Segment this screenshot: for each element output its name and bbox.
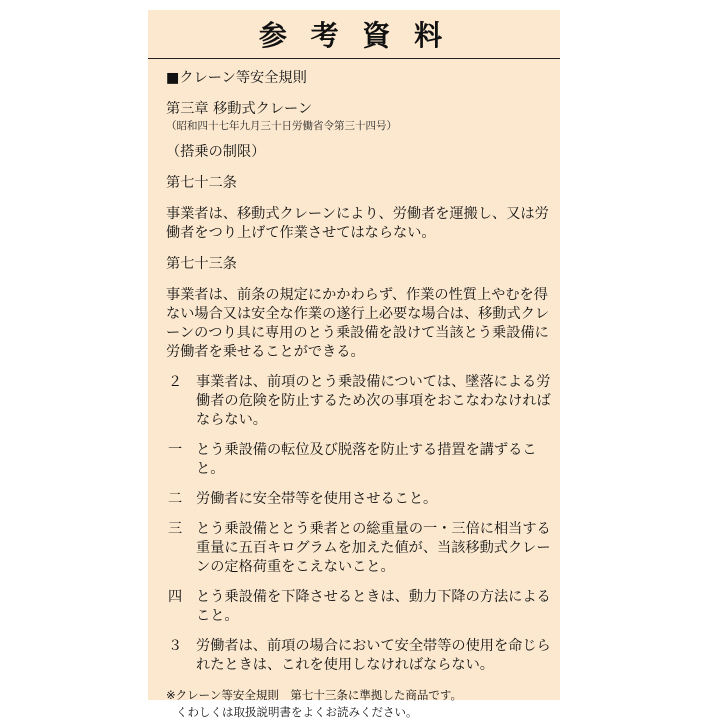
list-item [166,588,552,626]
item-text: 労働者は、前項の場合において安全帯等の使用を命じられたときは、これを使用しなければならない。 [196,638,551,673]
item-text: とう乗設備の転位及び脱落を防止する措置を講ずること。 [196,442,537,477]
item-text: 労働者に安全帯等を使用させること。 [196,491,438,507]
item-number: ３ [168,638,183,654]
chapter-title: 第三章 移動式クレーン [166,101,313,117]
item-text: 事業者は、前項のとう乗設備については、墜落による労働者の危険を防止するため次の事項をおこなわなければならない。 [196,374,551,428]
list-item [166,520,552,577]
item-number: ２ [168,374,183,390]
item-text: とう乗設備ととう乗者との総重量の一・三倍に相当する重量に五百キログラムを加えた値が、当該移動式クレーンの定格荷重をこえないこと。 [196,521,551,575]
item-number: 三 [168,521,183,537]
footnote-line-1: ※クレーン等安全規則 第七十三条に準拠した商品です。 [166,688,462,702]
list-item [166,373,552,430]
item-number: 二 [168,491,183,507]
article-72-text: 事業者は、移動式クレーンにより、労働者を運搬し、又は労働者をつり上げて作業させてはならない。 [166,206,549,241]
page-title: 参 考 資 料 [258,19,450,52]
regulation-heading: ■クレーン等安全規則 [166,70,307,86]
article-73-text: 事業者は、前条の規定にかかわらず、作業の性質上やむを得ない場合又は安全な作業の遂行上必要な場合は、移動式クレーンのつり具に専用のとう乗設備を設けて当該とう乗設備に労働者を乗せることができる。 [166,287,550,360]
footnote [166,687,552,721]
item-number: 四 [168,589,183,605]
item-text: とう乗設備を下降させるときは、動力下降の方法によること。 [196,589,551,624]
ordinance-reference: （昭和四十七年九月三十日労働省令第三十四号） [166,120,397,132]
list-item [166,441,552,479]
article-73-label: 第七十三条 [166,256,237,272]
list-item [166,490,552,509]
article-72-label: 第七十二条 [166,175,237,191]
item-number: 一 [168,442,183,458]
document-body [148,59,560,721]
list-item [166,637,552,675]
reference-panel [148,10,560,719]
section-title: （搭乗の制限） [166,144,266,160]
footnote-line-2: くわしくは取扱説明書をよくお読みください。 [176,705,418,719]
